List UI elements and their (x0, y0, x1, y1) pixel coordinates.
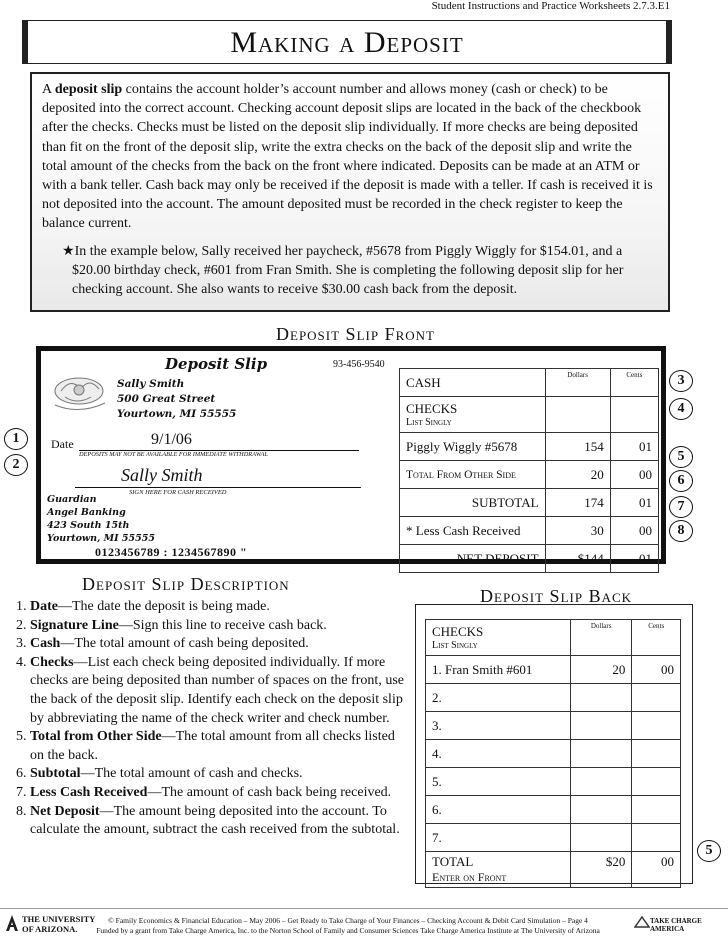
intro-term: deposit slip (54, 82, 123, 97)
front-section-title: Deposit Slip Front (276, 324, 435, 344)
page-title: Making a Deposit (22, 20, 672, 64)
date-label: Date (51, 437, 74, 451)
take-charge-name: TAKE CHARGE AMERICA (650, 917, 702, 933)
deposit-slip-back (415, 604, 693, 884)
callout-8: 8 (669, 520, 693, 542)
table-row: TOTAL Enter on Front $20 00 (426, 852, 681, 888)
footer (0, 908, 728, 938)
micr-line: 0123456789 : 1234567890 " (95, 545, 248, 559)
sign-note: SIGN HERE FOR CASH RECEIVED (129, 489, 227, 496)
university-name: THE UNIVERSITY OF ARIZONA. (22, 914, 96, 934)
list-item: 1. Date—The date the deposit is being made. (30, 598, 404, 617)
signature-line (75, 487, 361, 488)
table-row: 4. (426, 740, 681, 768)
table-row: 3. (426, 712, 681, 740)
callout-7: 7 (669, 496, 693, 518)
table-row: 7. (426, 824, 681, 852)
table-row: 2. (426, 684, 681, 712)
list-item: 6. Subtotal—The total amount of cash and checks. (30, 765, 404, 784)
cash-label: CASH (400, 369, 546, 397)
description-list (4, 598, 404, 840)
list-item: 5. Total from Other Side—The total amount from all checks listed on the back. (30, 728, 404, 765)
footer-text: © Family Economics & Financial Education – May 2006 – Get Ready to Take Charge of Your Finances – Checking Account & Debit Card Simulation – Page 4 Funded by a grant from Take Charge America, Inc. to the Norton School of Family and Consumer Sciences Take Charge America Institute at The University of Arizona (96, 916, 600, 935)
back-section-title: Deposit Slip Back (480, 586, 633, 606)
table-row: 6. (426, 796, 681, 824)
star-icon: ★ (62, 243, 75, 259)
front-amount-table (399, 368, 659, 573)
callout-1: 1 (4, 428, 28, 450)
list-item: 3. Cash—The total amount of cash being deposited. (30, 635, 404, 654)
table-row: SUBTOTAL 174 01 (400, 489, 659, 517)
worksheet-header: Student Instructions and Practice Worksheets 2.7.3.E1 (431, 0, 670, 12)
table-row: Total From Other Side 20 00 (400, 461, 659, 489)
list-item: 7. Less Cash Received—The amount of cash back being received. (30, 784, 404, 803)
date-value: 9/1/06 (151, 431, 192, 448)
signature: Sally Smith (121, 465, 203, 485)
table-row: Piggly Wiggly #5678 154 01 (400, 433, 659, 461)
deposit-note: DEPOSITS MAY NOT BE AVAILABLE FOR IMMEDIATE WITHDRAWAL (79, 451, 268, 458)
callout-back-5: 5 (697, 840, 721, 862)
list-item: 2. Signature Line—Sign this line to receive cash back. (30, 617, 404, 636)
list-item: 8. Net Deposit—The amount being deposited into the account. To calculate the amount, subtract the cash received from the subtotal. (30, 803, 404, 840)
table-row (400, 397, 659, 433)
university-logo-icon (4, 914, 20, 932)
back-total-label: TOTAL (432, 854, 474, 869)
col-dollars: Dollars (545, 369, 610, 397)
deposit-slip-front (36, 346, 666, 564)
callout-5: 5 (669, 446, 693, 468)
table-row: * Less Cash Received 30 00 (400, 517, 659, 545)
table-row (400, 369, 659, 397)
account-holder: Sally Smith 500 Great Street Yourtown, MI 55555 (117, 378, 237, 420)
checks-label: CHECKS (406, 401, 458, 416)
intro-paragraph: A deposit slip contains the account holder’s account number and allows money (cash or check) to be deposited into the correct account. Checking account deposit slips are located in the back of the checkbook after the checks. Checks must be listed on the deposit slip individually. If more checks are being deposited than fit on the front of the deposit slip, write the extra checks on the back of the deposit slip and write the total amount of the checks from the back on the front where indicated. Deposits can be made at an ATM or with a bank teller. Cash back may only be received if the deposit is made with a teller. If cash is received it is not deposited into the account. The amount deposited must be recorded in the check register to keep the balance current. (42, 82, 653, 232)
checks-sub: List Singly (406, 417, 452, 428)
slip-title: Deposit Slip (165, 355, 268, 373)
callout-2: 2 (4, 454, 28, 476)
back-amount-table (425, 619, 681, 888)
table-row: 1. Fran Smith #601 20 00 (426, 656, 681, 684)
col-cents: Cents (610, 369, 658, 397)
table-row: CHECKS List Singly Dollars Cents (426, 620, 681, 656)
flower-logo-icon (49, 369, 111, 417)
callout-4: 4 (669, 398, 693, 420)
list-item: 4. Checks—List each check being deposited individually. If more checks are being deposited than number of spaces on the front, use the back of the deposit slip. Identify each check on the deposit slip by abbreviating the name of the check writer and check number. (30, 654, 404, 728)
callout-6: 6 (669, 470, 693, 492)
intro-example: ★In the example below, Sally received her paycheck, #5678 from Piggly Wiggly for $154.01, and a $20.00 birthday check, #601 from Fran Smith. She is completing the following deposit slip for her checking account. She also wants to receive $30.00 cash back from the deposit. (62, 243, 624, 298)
callout-3: 3 (669, 370, 693, 392)
back-checks-label: CHECKS (432, 624, 484, 639)
description-title: Deposit Slip Description (82, 574, 290, 594)
back-checks-sub: List Singly (432, 640, 478, 651)
take-charge-logo-icon (634, 915, 650, 929)
routing-number: 93-456-9540 (333, 359, 385, 370)
table-row: NET DEPOSIT $144 01 (400, 545, 659, 573)
back-total-sub: Enter on Front (432, 870, 507, 884)
bank-address: Guardian Angel Banking 423 South 15th Yourtown, MI 55555 (47, 494, 155, 544)
intro-box (30, 72, 670, 312)
table-row: 5. (426, 768, 681, 796)
